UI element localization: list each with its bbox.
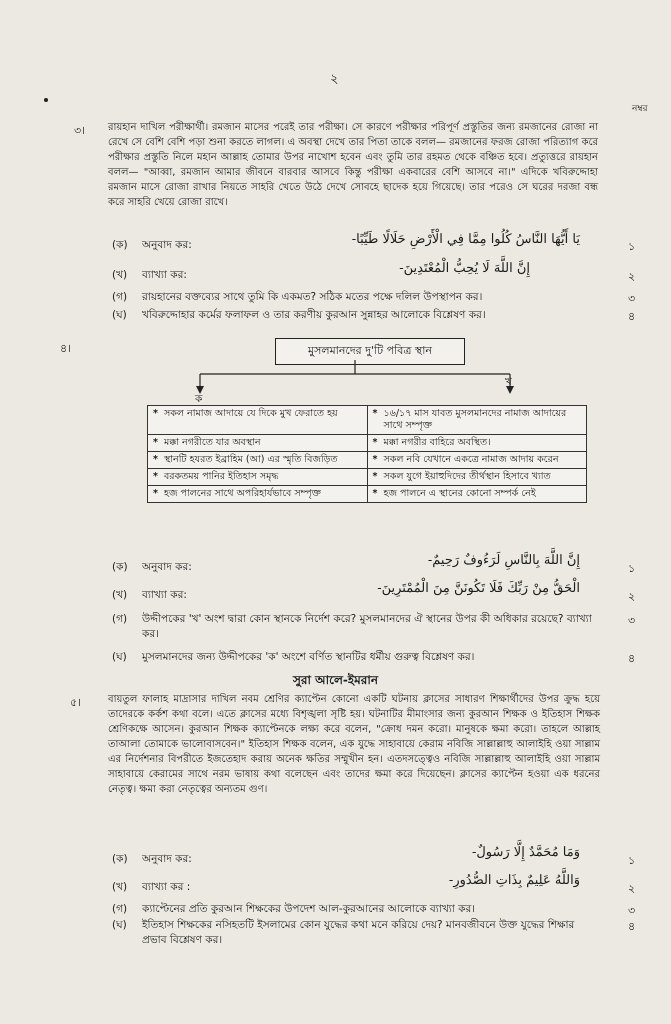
q3-item-ka-mark: ১ xyxy=(628,240,636,253)
q3-item-ka-label: (ক) xyxy=(112,239,128,251)
q4-item-ga-text: উদ্দীপকের 'খ' অংশ দ্বারা কোন স্থানকে নির্দেশ করে? মুসলমানদের ঐ স্থানের উপর কী অধিকার রয়েছে? ব্যাখ্যা কর। xyxy=(142,613,592,640)
table-cell: * হজ পালনের সাথে অপরিহার্যভাবে সম্পৃক্ত xyxy=(148,486,368,503)
branch-label-kha: খ xyxy=(505,376,512,388)
q4-item-gha-label: (ঘ) xyxy=(112,651,127,663)
diagram-connector xyxy=(180,358,520,402)
diagram-title-box: মুসলমানদের দু'টি পবিত্র স্থান xyxy=(275,338,465,365)
q5-item-kha-arabic: وَاللَّهُ عَلِيمٌ بِذَاتِ الصُّدُورِ- xyxy=(448,873,580,888)
q5-item-kha-label: (খ) xyxy=(112,881,128,893)
table-cell: * সকল যুগে ইয়াহুদিদের তীর্থস্থান হিসাবে খ্যাত xyxy=(367,469,587,486)
q4-item-ga-label: (গ) xyxy=(112,613,128,625)
page-number: ২ xyxy=(330,72,339,87)
q4-item-ka-label: (ক) xyxy=(112,561,128,573)
q3-item-kha-text: ব্যাখ্যা কর: xyxy=(142,269,187,281)
q3-item-gha-text: খবিরুদ্দোহার কর্মের ফলাফল ও তার করণীয় কুরআন সুন্নাহর আলোকে বিশ্লেষণ কর। xyxy=(142,309,486,321)
q3-item-ka-text: অনুবাদ কর: xyxy=(142,239,192,251)
q4-item-gha-text: মুসলমানদের জন্য উদ্দীপকের 'ক' অংশে বর্ণিত স্থানটির ধর্মীয় গুরুত্ব বিশ্লেষণ কর। xyxy=(142,651,475,663)
q5-item-ga-label: (গ) xyxy=(112,903,128,915)
q5-item-gha-text: ইতিহাস শিক্ষকের নসিহতটি ইসলামের কোন যুদ্ধের কথা মনে করিয়ে দেয়? মানবজীবনে উক্ত যুদ্ধের শিক্ষার প্রভাব বিশ্লেষণ কর। xyxy=(142,919,575,946)
q4-item-kha-label: (খ) xyxy=(112,589,128,601)
q4-item-ka-mark: ১ xyxy=(628,562,636,575)
q3-item-kha-arabic: إِنَّ اللَّهَ لَا يُحِبُّ الْمُعْتَدِينَ- xyxy=(399,261,530,276)
q4-item-kha-text: ব্যাখ্যা কর: xyxy=(142,589,187,601)
q3-item-gha-mark: ৪ xyxy=(628,310,636,323)
q4-item-kha-arabic: الْحَقُّ مِنْ رَبِّكَ فَلَا تَكُونَنَّ مِنَ الْمُمْتَرِينَ- xyxy=(377,581,580,596)
question-3-stem: রায়হান দাখিল পরীক্ষার্থী। রমজান মাসের পরেই তার পরীক্ষা। সে কারণে পরীক্ষার পরিপূর্ণ প্রস্তুতির জন্য রমজানের রোজা না রেখে সে বেশি বেশি পড়া শুনা করতে লাগল। এ অবস্থা দেখে তার পিতা তাকে বলল— রমজানের ফরজ রোজা পরিত্যাগ করে পরীক্ষার প্রস্তুতি নিলে মহান আল্লাহ তোমার উপর নাখোশ হবেন এবং তুমি তার রহমত থেকে বঞ্চিত হবে। প্রত্যুত্তরে রায়হান বলল— "আব্বা, রমজান আমার জীবনে বারবার আসবে কিন্তু পরীক্ষা একবারের বেশি আসবে না।" এদিকে খবিরুদ্দোহা রমজান মাসে রোজা রাখার নিয়তে সাহরি খেতে উঠে দেখে সোবহে ছাদেক হয়ে গিয়েছে। তার পরেও সে ঘরের দরজা বন্ধ করে সাহরি খেয়ে রোজা রাখে। xyxy=(108,122,598,208)
q4-item-ka-arabic: إِنَّ اللَّهَ بِالنَّاسِ لَرَءُوفٌ رَحِيمٌ- xyxy=(427,553,580,568)
q5-item-kha-text: ব্যাখ্যা কর : xyxy=(142,881,191,893)
table-cell: * ১৬/১৭ মাস যাবত মুসলমানদের নামাজ আদায়ের সাথে সম্পৃক্ত xyxy=(367,406,587,435)
table-cell: * স্থানটি হযরত ইব্রাহিম (আ) এর স্মৃতি বিজড়িত xyxy=(148,452,368,469)
speck-mark xyxy=(44,98,48,102)
q3-item-ga-label: (গ) xyxy=(112,291,128,303)
holy-places-table xyxy=(147,405,587,503)
branch-label-ka: ক xyxy=(195,393,203,405)
q5-item-gha-label: (ঘ) xyxy=(112,919,127,931)
question-5-number: ৫। xyxy=(70,696,82,709)
table-cell: * হজ পালনে এ স্থানের কোনো সম্পর্ক নেই xyxy=(367,486,587,503)
question-3-number: ৩। xyxy=(74,124,86,137)
q3-item-kha-mark: ২ xyxy=(628,270,636,283)
q3-item-ka-arabic: يَا أَيُّهَا النَّاسُ كُلُوا مِمَّا فِي الْأَرْضِ حَلَالًا طَيِّبًا- xyxy=(351,232,580,247)
table-cell: * মক্কা নগরীর বাহিরে অবস্থিত। xyxy=(367,435,587,452)
question-4-number: ৪। xyxy=(60,342,72,355)
table-cell: * বরকতময় পানির ইতিহাস সমৃদ্ধ xyxy=(148,469,368,486)
q3-item-ga-text: রায়হানের বক্তব্যের সাথে তুমি কি একমত? সঠিক মতের পক্ষে দলিল উপস্থাপন কর। xyxy=(142,291,483,303)
q5-item-ka-arabic: وَمَا مُحَمَّدٌ إِلَّا رَسُولٌ- xyxy=(471,845,580,860)
q5-item-ga-text: ক্যাপ্টেনের প্রতি কুরআন শিক্ষকের উপদেশ আল-কুরআনের আলোকে ব্যাখ্যা কর। xyxy=(142,903,476,915)
table-cell: * সকল নবি যেখানে একত্রে নামাজ আদায় করেন xyxy=(367,452,587,469)
q3-item-gha-label: (ঘ) xyxy=(112,309,127,321)
q5-item-ga-mark: ৩ xyxy=(628,904,636,917)
table-row xyxy=(148,452,587,469)
table-row xyxy=(148,406,587,435)
q5-item-ka-mark: ১ xyxy=(628,854,636,867)
table-row xyxy=(148,435,587,452)
q4-item-ga-mark: ৩ xyxy=(628,614,636,627)
q4-item-ka-text: অনুবাদ কর: xyxy=(142,561,192,573)
q5-item-gha-mark: ৪ xyxy=(628,920,636,933)
q4-item-gha-mark: ৪ xyxy=(628,652,636,665)
q5-item-ka-text: অনুবাদ কর: xyxy=(142,853,192,865)
q5-item-ka-label: (ক) xyxy=(112,853,128,865)
section-title: সুরা আলে-ইমরান xyxy=(292,673,379,687)
question-5-stem: বায়তুল ফালাহ মাদ্রাসার দাখিল নবম শ্রেণির ক্যাপ্টেন কোনো একটি ঘটনায় ক্লাসের সাধারণ শিক্ষার্থীদের উপর ক্রুদ্ধ হয়ে তাদেরকে কর্কশ কথা বলে। এতে ক্লাসের মধ্যে বিশৃঙ্খলা সৃষ্টি হয়। ঘটনাটির মীমাংসার জন্য কুরআন শিক্ষক ও ইতিহাস শিক্ষক শ্রেণিকক্ষে আসেন। কুরআন শিক্ষক ক্যাপ্টেনকে লক্ষ্য করে বলেন, "ক্রোধ দমন করো। মানুষকে ক্ষমা করো। তাহলে আল্লাহ তাআলা তোমাকে ভালোবাসবেন।" ইতিহাস শিক্ষক বলেন, এক যুদ্ধে সাহাবায়ে কেরাম নবিজি সাল্লাল্লাহু আলাইহি ওয়া সাল্লাম এর নির্দেশনার বিপরীতে ইজতেহাদ করায় অনেক ক্ষতির সম্মুখীন হন। এতদসত্ত্বেও নবিজি সাল্লাল্লাহু আলাইহি ওয়া সাল্লাম সাহাবায়ে কেরামের সাথে নরম ভাষায় কথা বলেছেন এবং তাদের ক্ষমা করে দিয়েছেন। ক্লাসের ক্যাপ্টেন হওয়া এক ধরনের নেতৃত্ব। ক্ষমা করা নেতৃত্বের অন্যতম গুণ। xyxy=(108,694,600,795)
marks-column-header: নম্বর xyxy=(632,104,648,114)
table-cell: * মক্কা নগরীতে যার অবস্থান xyxy=(148,435,368,452)
q5-item-kha-mark: ২ xyxy=(628,882,636,895)
table-row xyxy=(148,486,587,503)
q3-item-kha-label: (খ) xyxy=(112,269,128,281)
table-row xyxy=(148,469,587,486)
table-cell: * সকল নামাজ আদায়ে যে দিকে মুখ ফেরাতে হয় xyxy=(148,406,368,435)
q3-item-ga-mark: ৩ xyxy=(628,292,636,305)
q4-item-kha-mark: ২ xyxy=(628,590,636,603)
